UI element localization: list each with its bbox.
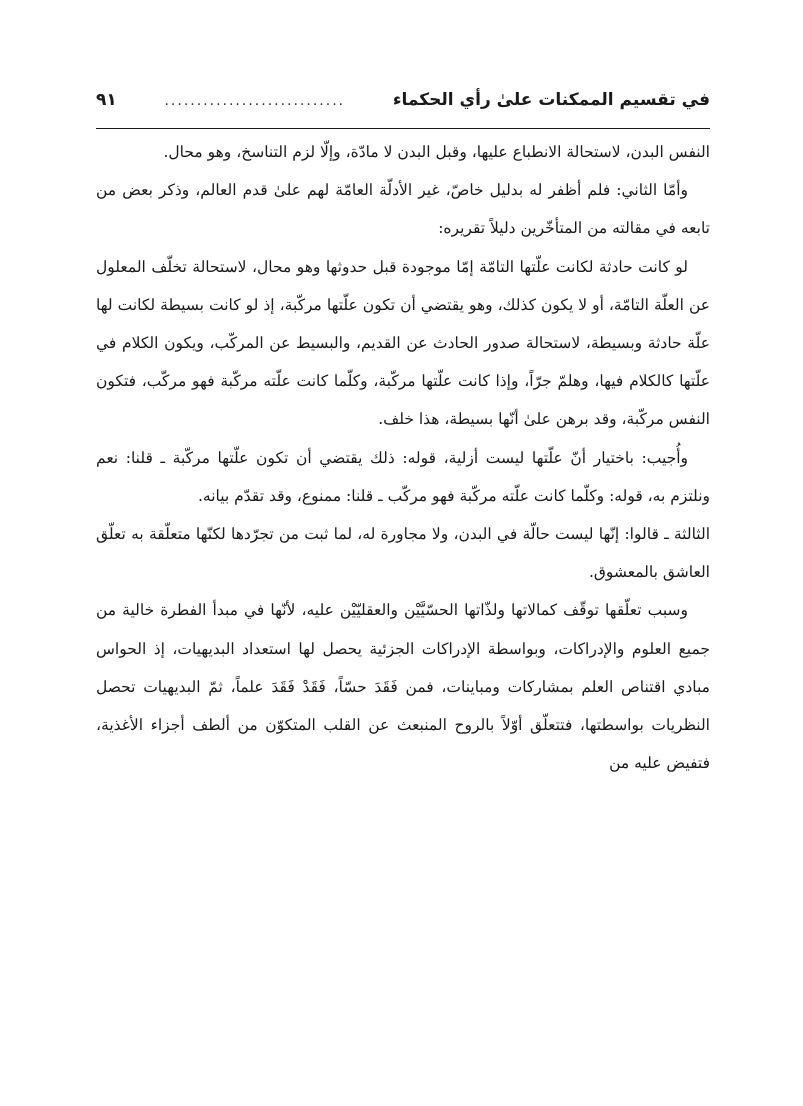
page-number: ٩١ bbox=[96, 90, 117, 110]
paragraph: لو كانت حادثة لكانت علّتها التامّة إمّا موجودة قبل حدوثها وهو محال، لاستحالة تخلّف المعلول عن العلّة التامّة، أو لا يكون كذلك، وهو يقتضي أن تكون علّتها مركّبة، إذ لو كانت بسيطة لكانت لها علّة حادثة وبسيطة، لاستحالة صدور الحادث عن القديم، والبسيط عن المركّب، ويكون الكلام في علّتها كالكلام فيها، وهلمّ جرّاً، وإذا كانت علّتها مركّبة، وكلّما كانت علّته مركّبة فهو مركّب، فتكون النفس مركّبة، وقد برهن علىٰ أنّها بسيطة، هذا خلف. bbox=[96, 257, 710, 429]
book-page bbox=[96, 90, 710, 782]
running-title: في تقسيم الممكنات علىٰ رأي الحكماء bbox=[392, 90, 710, 110]
page-body bbox=[96, 133, 710, 782]
leader-dots: ............................ bbox=[164, 93, 346, 109]
paragraph: النفس البدن، لاستحالة الانطباع عليها، وقبل البدن لا مادّة، وإلّا لزم التناسخ، وهو محال. bbox=[163, 143, 710, 161]
paragraph: الثالثة ـ قالوا: إنّها ليست حالّة في البدن، ولا مجاورة له، لما ثبت من تجرّدها لكنّها متعلّقة به تعلّق العاشق بالمعشوق. bbox=[96, 525, 710, 582]
page-header bbox=[96, 90, 710, 129]
paragraph: وأُجيب: باختيار أنّ علّتها ليست أزلية، قوله: ذلك يقتضي أن تكون علّتها مركّبة ـ قلنا: نعم ونلتزم به، قوله: وكلّما كانت علّته مركّبة فهو مركّب ـ قلنا: ممنوع، وقد تقدّم بيانه. bbox=[96, 448, 710, 505]
paragraph: وسبب تعلّقها توقّف كمالاتها ولذّاتها الحسّيَّيْن والعقليّيْن عليه، لأنّها في مبدأ الفطرة خالية من جميع العلوم والإدراكات، وبواسطة الإدراكات الجزئية يحصل لها استعداد البديهيات، إذ الحواس مبادي اقتناص العلم بمشاركات ومباينات، فمن فَقَدَ حسّاً، فَقَدْ فَقَدَ علماً، ثمّ البديهيات تحصل النظريات بواسطتها، فتتعلّق أوّلاً بالروح المنبعث عن القلب المتكوّن من ألطف أجزاء الأغذية، فتفيض عليه من bbox=[96, 601, 710, 773]
paragraph: وأمّا الثاني: فلم أظفر له بدليل خاصّ، غير الأدلّة العامّة لهم علىٰ قدم العالم، وذكر بعض من تابعه في مقالته من المتأخّرين دليلاً تقريره: bbox=[96, 181, 710, 238]
